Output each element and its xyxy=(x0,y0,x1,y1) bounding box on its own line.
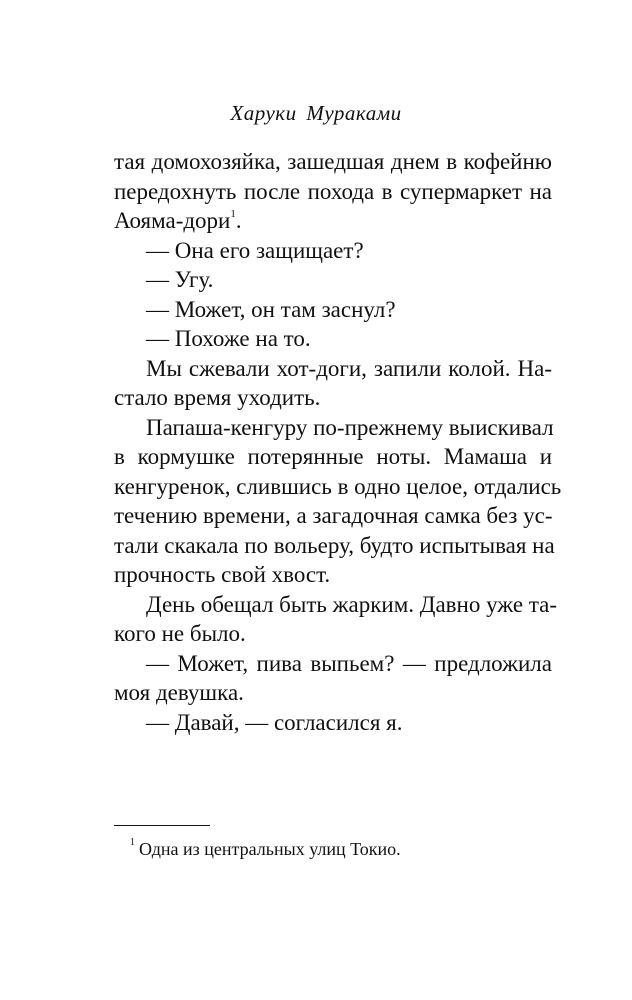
main-text xyxy=(114,147,562,737)
text-line: Папаша-кенгуру по-прежнему выискивал xyxy=(146,414,554,440)
text-line: тая домохозяйка, зашедшая днем в кофейню xyxy=(114,149,552,174)
text-line: — Похоже на то. xyxy=(146,326,311,351)
footnote-reference: 1 xyxy=(230,208,236,221)
text-line: кого не было. xyxy=(114,621,246,646)
text-line: передохнуть после похода в супермаркет на xyxy=(114,178,552,204)
text-line: — Она его защищает? xyxy=(146,237,364,263)
text-line: в кормушке потерянные ноты. Мамаша и xyxy=(114,444,552,469)
running-header: Харуки Мураками xyxy=(230,101,402,125)
text-segment: . xyxy=(235,208,242,233)
text-line: тали скакала по вольеру, будто испытывая на xyxy=(114,532,555,558)
text-line: стало время уходить. xyxy=(114,385,321,410)
text-line: — Может, он там заснул? xyxy=(146,296,396,322)
footnote-marker: 1 xyxy=(130,837,135,848)
text-line: — Может, пива выпьем? — предложила xyxy=(146,650,552,676)
text-line: Мы сжевали хот-доги, запили колой. На- xyxy=(146,355,552,381)
text-segment: Аояма-дори xyxy=(114,208,231,233)
text-line xyxy=(114,206,552,236)
text-line: прочность свой хвост. xyxy=(114,562,331,587)
text-line: кенгуренок, слившись в одно целое, отдались xyxy=(114,473,562,499)
text-line: моя девушка. xyxy=(114,680,244,705)
text-line: — Угу. xyxy=(146,267,214,292)
text-line: — Давай, — согласился я. xyxy=(146,709,403,735)
text-line: День обещал быть жарким. Давно уже та- xyxy=(146,591,558,617)
footnote-text: Одна из центральных улиц Токио. xyxy=(139,839,401,859)
footnote-divider xyxy=(114,825,210,826)
footnote xyxy=(130,839,401,860)
text-line: течению времени, а загадочная самка без ус- xyxy=(114,503,553,528)
